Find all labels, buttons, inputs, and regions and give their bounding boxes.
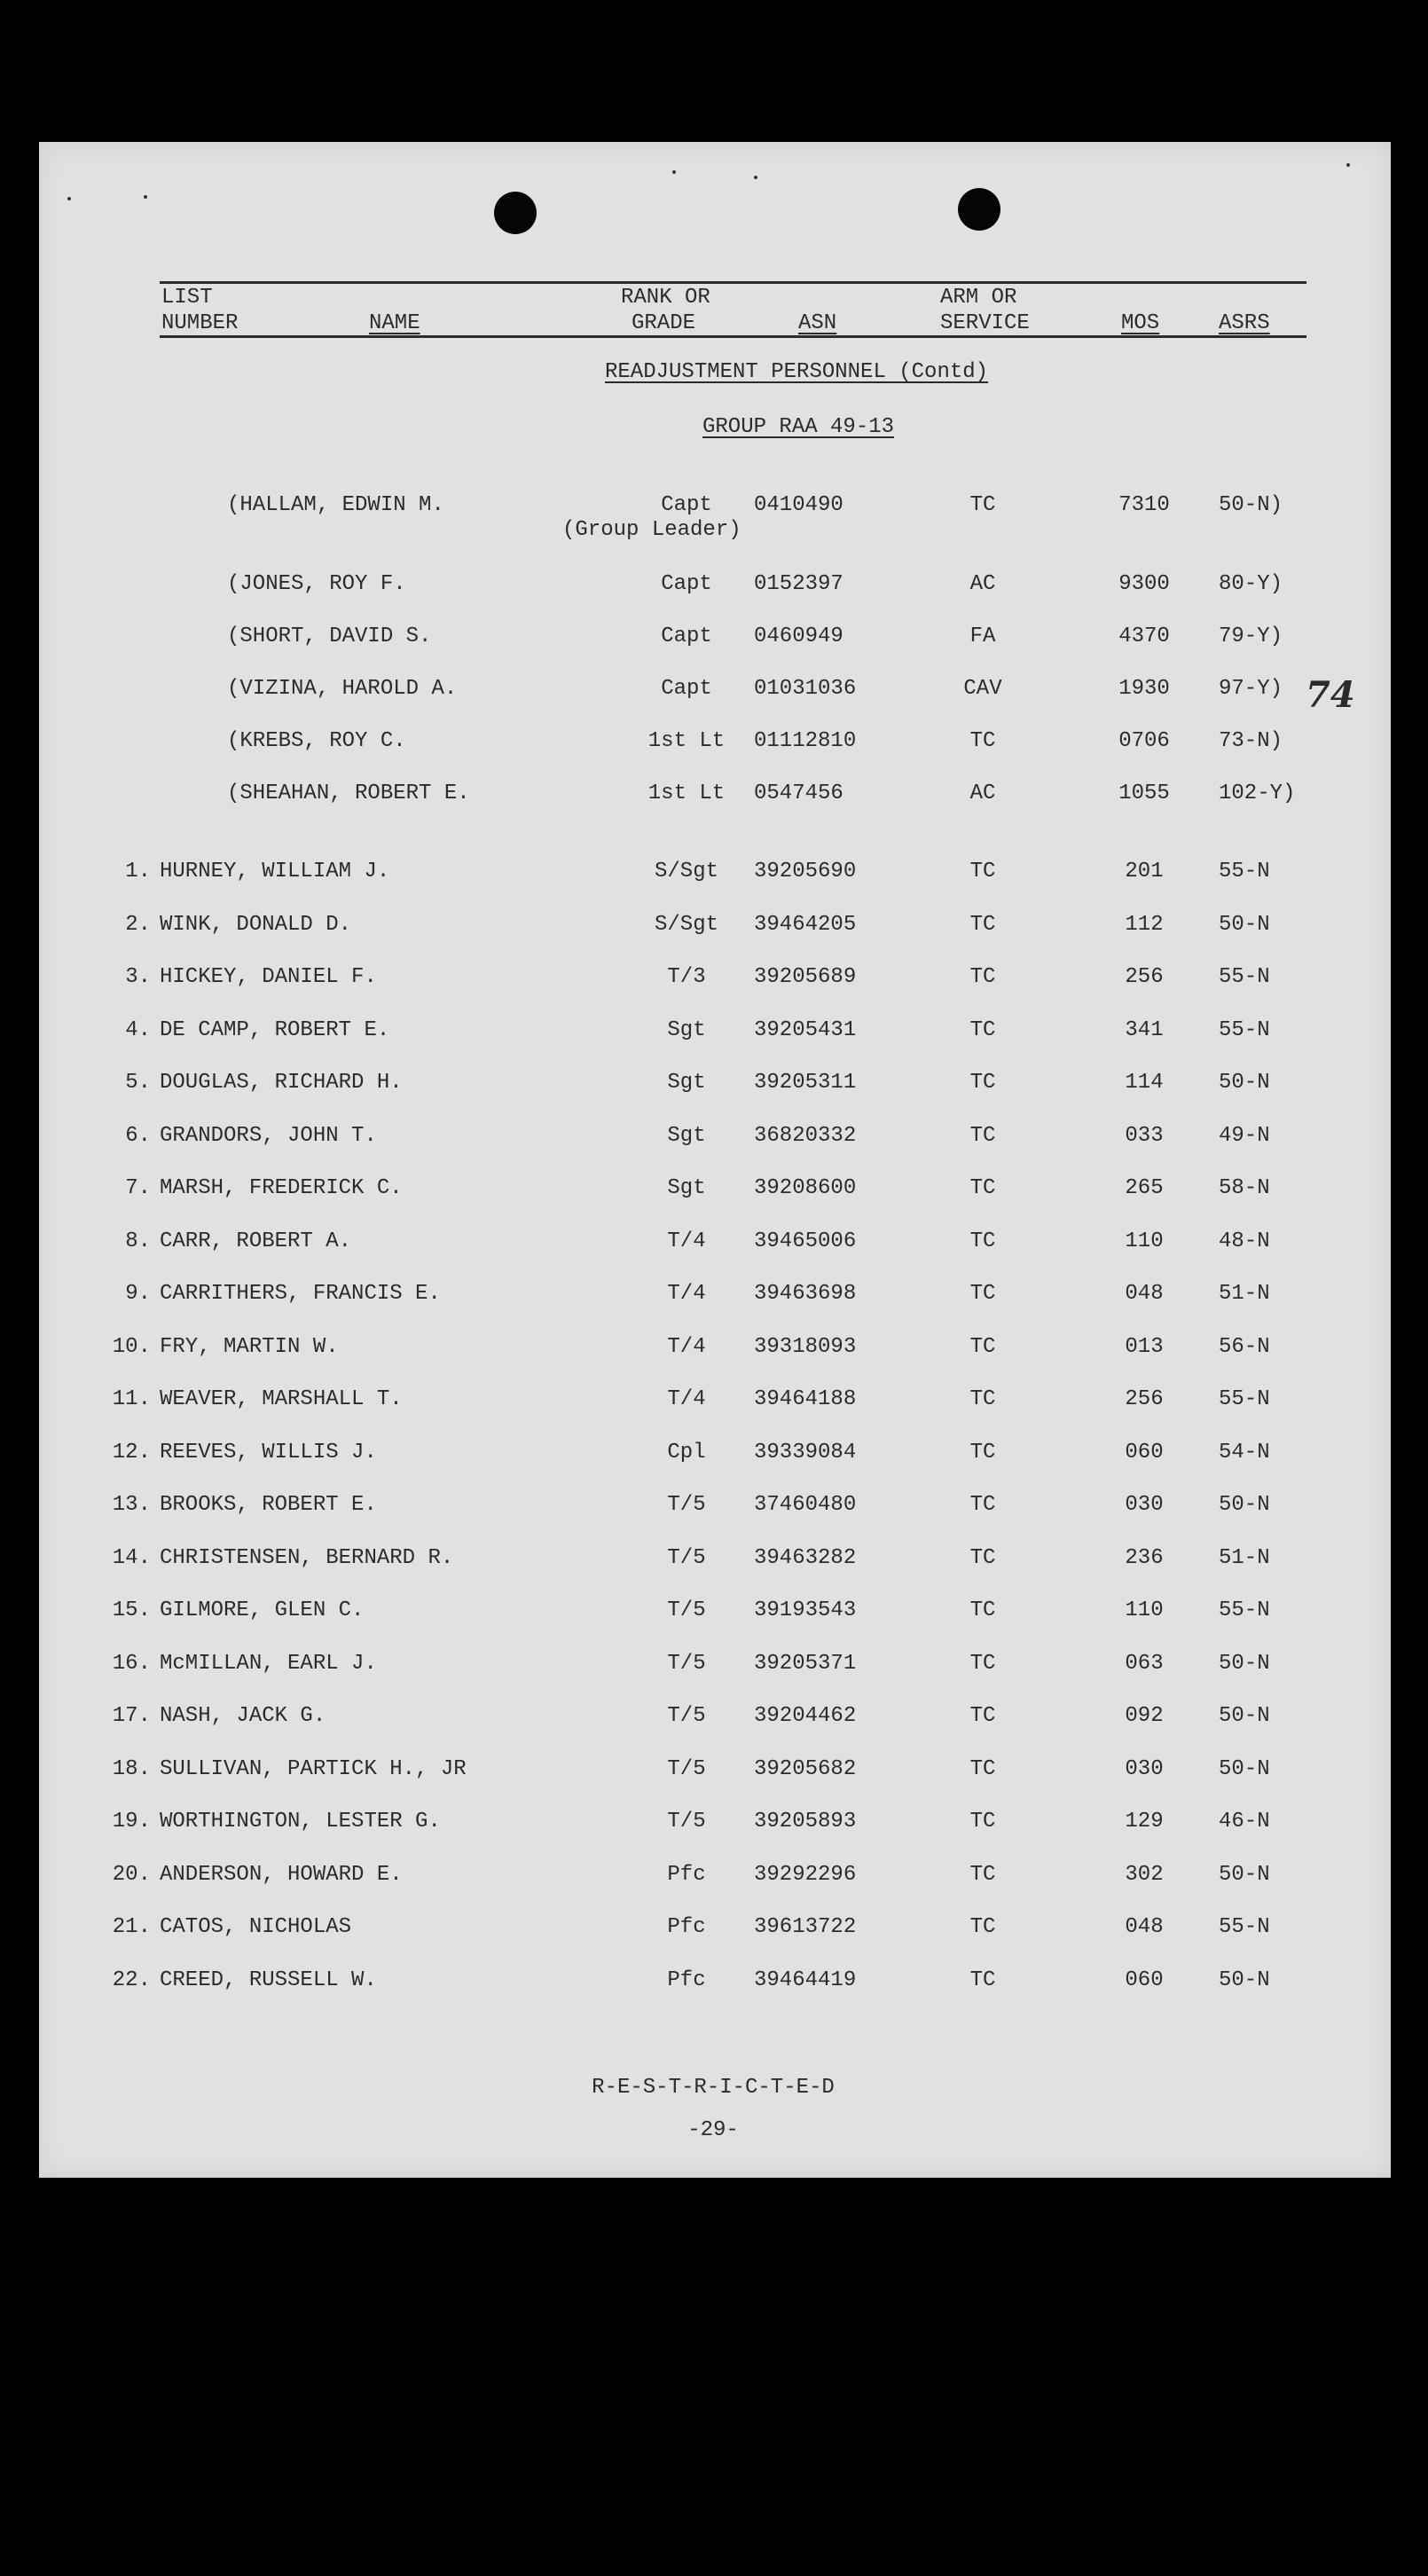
asn-number: 39208600 [754,1176,857,1200]
asrs-score: 51-N [1219,1282,1270,1306]
punch-hole-left [494,192,537,234]
asn-number: 0460949 [754,624,843,648]
table-row [39,1915,1391,1942]
list-number: 14. [112,1545,151,1570]
asn-number: 39205311 [754,1071,857,1095]
header-list-number-line2: NUMBER [161,311,239,335]
asn-number: 0410490 [754,493,843,517]
rank-grade: T/5 [667,1704,706,1728]
rank-grade: Capt [661,677,712,701]
list-number: 17. [112,1704,151,1728]
arm-service: CAV [963,677,1002,701]
mos-code: 110 [1125,1598,1164,1622]
table-row [39,1757,1391,1784]
arm-service: TC [969,729,996,753]
list-number: 21. [112,1915,151,1939]
rank-grade: T/5 [667,1545,706,1570]
mos-code: 063 [1125,1651,1164,1676]
table-row [39,677,1391,703]
arm-service: TC [969,860,996,884]
mos-code: 092 [1125,1704,1164,1728]
rank-grade: T/5 [667,1651,706,1676]
mos-code: 236 [1125,1545,1164,1570]
list-number: 5. [125,1071,151,1095]
group-subtitle: GROUP RAA 49-13 [702,415,895,439]
table-row [39,1229,1391,1256]
asn-number: 39464205 [754,912,857,937]
mos-code: 302 [1125,1862,1164,1887]
rank-grade: Capt [661,493,712,517]
asrs-score: 97-Y) [1219,677,1283,701]
list-number: 9. [125,1282,151,1306]
asn-number: 0152397 [754,572,843,596]
header-rank-line1: RANK OR [621,286,710,310]
list-number: 20. [112,1862,151,1887]
arm-service: TC [969,1704,996,1728]
mos-code: 201 [1125,860,1164,884]
asn-number: 39205690 [754,860,857,884]
asn-number: 39463698 [754,1282,857,1306]
asn-number: 39465006 [754,1229,857,1253]
list-number: 19. [112,1810,151,1834]
arm-service: TC [969,965,996,989]
rank-grade: Pfc [667,1967,706,1992]
header-asn: ASN [798,311,837,335]
asn-number: 39463282 [754,1545,857,1570]
asrs-score: 50-N [1219,912,1270,937]
arm-service: TC [969,1123,996,1148]
person-name: WEAVER, MARSHALL T. [160,1387,403,1411]
asrs-score: 48-N [1219,1229,1270,1253]
rank-grade: T/4 [667,1334,706,1359]
person-name: ANDERSON, HOWARD E. [160,1862,403,1887]
mos-code: 110 [1125,1229,1164,1253]
asrs-score: 50-N) [1219,493,1283,517]
table-row [39,1652,1391,1678]
asrs-score: 55-N [1219,1598,1270,1622]
header-arm-line2: SERVICE [940,311,1030,335]
rank-grade: S/Sgt [654,860,718,884]
asn-number: 39205371 [754,1651,857,1676]
asrs-score: 50-N [1219,1967,1270,1992]
table-row [39,1968,1391,1995]
arm-service: TC [969,1756,996,1781]
asn-number: 36820332 [754,1123,857,1148]
table-row [39,572,1391,599]
asrs-score: 58-N [1219,1176,1270,1200]
mos-code: 4370 [1118,624,1170,648]
arm-service: TC [969,1862,996,1887]
asrs-score: 50-N [1219,1756,1270,1781]
mos-code: 0706 [1118,729,1170,753]
table-row [39,1493,1391,1520]
mos-code: 256 [1125,1387,1164,1411]
table-row [39,1704,1391,1731]
person-name: (KREBS, ROY C. [227,729,406,753]
list-number: 3. [125,965,151,989]
asrs-score: 50-N [1219,1071,1270,1095]
mos-code: 1055 [1118,781,1170,805]
asrs-score: 50-N [1219,1862,1270,1887]
person-name: REEVES, WILLIS J. [160,1440,377,1465]
arm-service: TC [969,493,996,517]
header-arm-line1: ARM OR [940,286,1017,310]
rank-grade: 1st Lt [647,729,726,753]
header-name: NAME [369,311,420,335]
asn-number: 39613722 [754,1915,857,1939]
table-row [39,729,1391,756]
list-number: 2. [125,912,151,937]
rank-grade: T/4 [667,1229,706,1253]
rank-grade: T/5 [667,1810,706,1834]
table-row [39,1810,1391,1836]
header-mos: MOS [1121,311,1160,335]
table-row [39,965,1391,992]
header-rank-line2: GRADE [632,311,696,335]
restricted-marking: R-E-S-T-R-I-C-T-E-D [592,2076,835,2100]
mos-code: 030 [1125,1756,1164,1781]
list-number: 6. [125,1123,151,1148]
speck [67,197,71,200]
table-row [39,1282,1391,1308]
rank-grade: Capt [661,572,712,596]
asn-number: 39205431 [754,1017,857,1042]
table-row [39,1546,1391,1573]
rank-grade: Cpl [667,1440,706,1465]
arm-service: TC [969,1334,996,1359]
asn-number: 39205682 [754,1756,857,1781]
arm-service: TC [969,1598,996,1622]
table-row [39,1863,1391,1889]
punch-hole-right [958,188,1000,231]
mos-code: 7310 [1118,493,1170,517]
list-number: 11. [112,1387,151,1411]
arm-service: TC [969,1651,996,1676]
header-top-rule [160,281,1306,284]
asrs-score: 73-N) [1219,729,1283,753]
arm-service: TC [969,1071,996,1095]
header-list-number-line1: LIST [161,286,213,310]
asrs-score: 55-N [1219,1017,1270,1042]
group-leader-note: (Group Leader) [562,518,741,542]
mos-code: 341 [1125,1017,1164,1042]
person-name: CARRITHERS, FRANCIS E. [160,1282,441,1306]
speck [144,195,147,199]
arm-service: TC [969,1017,996,1042]
asrs-score: 55-N [1219,965,1270,989]
person-name: (JONES, ROY F. [227,572,406,596]
table-row [39,1441,1391,1467]
asrs-score: 46-N [1219,1810,1270,1834]
arm-service: TC [969,1493,996,1517]
rank-grade: T/5 [667,1756,706,1781]
table-row [39,781,1391,808]
page-number: -29- [687,2118,739,2142]
arm-service: TC [969,1440,996,1465]
person-name: CHRISTENSEN, BERNARD R. [160,1545,454,1570]
asn-number: 01031036 [754,677,857,701]
person-name: (HALLAM, EDWIN M. [227,493,444,517]
person-name: HURNEY, WILLIAM J. [160,860,390,884]
table-row [39,1176,1391,1203]
asrs-score: 54-N [1219,1440,1270,1465]
header-asrs: ASRS [1219,311,1270,335]
arm-service: TC [969,1810,996,1834]
asn-number: 39205893 [754,1810,857,1834]
rank-grade: Pfc [667,1915,706,1939]
table-row [39,1124,1391,1151]
person-name: CARR, ROBERT A. [160,1229,352,1253]
asn-number: 39318093 [754,1334,857,1359]
table-row [39,1598,1391,1625]
arm-service: TC [969,1387,996,1411]
asn-number: 01112810 [754,729,857,753]
list-number: 15. [112,1598,151,1622]
person-name: WINK, DONALD D. [160,912,352,937]
asrs-score: 49-N [1219,1123,1270,1148]
asn-number: 39193543 [754,1598,857,1622]
mos-code: 033 [1125,1123,1164,1148]
person-name: NASH, JACK G. [160,1704,326,1728]
document-page [39,142,1391,2178]
list-number: 13. [112,1493,151,1517]
mos-code: 048 [1125,1282,1164,1306]
list-number: 16. [112,1651,151,1676]
header-bottom-rule [160,335,1306,338]
asrs-score: 79-Y) [1219,624,1283,648]
asrs-score: 50-N [1219,1651,1270,1676]
asrs-score: 51-N [1219,1545,1270,1570]
mos-code: 114 [1125,1071,1164,1095]
speck [672,170,676,174]
list-number: 10. [112,1334,151,1359]
person-name: (SHORT, DAVID S. [227,624,432,648]
mos-code: 112 [1125,912,1164,937]
person-name: McMILLAN, EARL J. [160,1651,377,1676]
table-row [39,1018,1391,1045]
person-name: HICKEY, DANIEL F. [160,965,377,989]
person-name: (VIZINA, HAROLD A. [227,677,458,701]
asn-number: 37460480 [754,1493,857,1517]
asn-number: 39464419 [754,1967,857,1992]
handwritten-margin-note: 74 [1306,674,1355,716]
list-number: 22. [112,1967,151,1992]
arm-service: AC [969,781,996,805]
list-number: 8. [125,1229,151,1253]
person-name: DE CAMP, ROBERT E. [160,1017,390,1042]
rank-grade: T/5 [667,1493,706,1517]
mos-code: 060 [1125,1967,1164,1992]
mos-code: 030 [1125,1493,1164,1517]
table-row [39,1071,1391,1097]
rank-grade: T/4 [667,1282,706,1306]
asn-number: 39205689 [754,965,857,989]
table-row [39,624,1391,651]
asn-number: 39292296 [754,1862,857,1887]
list-number: 1. [125,860,151,884]
arm-service: TC [969,1545,996,1570]
person-name: DOUGLAS, RICHARD H. [160,1071,403,1095]
person-name: WORTHINGTON, LESTER G. [160,1810,441,1834]
arm-service: AC [969,572,996,596]
asn-number: 0547456 [754,781,843,805]
rank-grade: T/3 [667,965,706,989]
person-name: CATOS, NICHOLAS [160,1915,352,1939]
asrs-score: 55-N [1219,860,1270,884]
person-name: GRANDORS, JOHN T. [160,1123,377,1148]
rank-grade: T/5 [667,1598,706,1622]
table-row [39,1387,1391,1414]
person-name: SULLIVAN, PARTICK H., JR [160,1756,467,1781]
mos-code: 129 [1125,1810,1164,1834]
asrs-score: 55-N [1219,1915,1270,1939]
speck [1346,163,1350,167]
asn-number: 39339084 [754,1440,857,1465]
person-name: CREED, RUSSELL W. [160,1967,377,1992]
mos-code: 1930 [1118,677,1170,701]
rank-grade: S/Sgt [654,912,718,937]
table-row [39,493,1391,520]
asrs-score: 50-N [1219,1704,1270,1728]
person-name: MARSH, FREDERICK C. [160,1176,403,1200]
person-name: GILMORE, GLEN C. [160,1598,365,1622]
arm-service: TC [969,1229,996,1253]
arm-service: TC [969,1282,996,1306]
asrs-score: 56-N [1219,1334,1270,1359]
mos-code: 9300 [1118,572,1170,596]
arm-service: TC [969,1967,996,1992]
rank-grade: T/4 [667,1387,706,1411]
arm-service: FA [969,624,996,648]
table-row [39,913,1391,939]
rank-grade: Capt [661,624,712,648]
asrs-score: 55-N [1219,1387,1270,1411]
list-number: 4. [125,1017,151,1042]
person-name: FRY, MARTIN W. [160,1334,339,1359]
section-title: READJUSTMENT PERSONNEL (Contd) [605,360,989,384]
arm-service: TC [969,1176,996,1200]
asn-number: 39464188 [754,1387,857,1411]
list-number: 18. [112,1756,151,1781]
list-number: 7. [125,1176,151,1200]
rank-grade: Pfc [667,1862,706,1887]
asrs-score: 50-N [1219,1493,1270,1517]
table-row [39,1335,1391,1362]
mos-code: 048 [1125,1915,1164,1939]
speck [754,176,757,179]
mos-code: 013 [1125,1334,1164,1359]
rank-grade: Sgt [667,1176,706,1200]
rank-grade: Sgt [667,1071,706,1095]
asn-number: 39204462 [754,1704,857,1728]
list-number: 12. [112,1440,151,1465]
arm-service: TC [969,1915,996,1939]
rank-grade: 1st Lt [647,781,726,805]
person-name: (SHEAHAN, ROBERT E. [227,781,470,805]
mos-code: 265 [1125,1176,1164,1200]
rank-grade: Sgt [667,1123,706,1148]
mos-code: 256 [1125,965,1164,989]
rank-grade: Sgt [667,1017,706,1042]
asrs-score: 102-Y) [1219,781,1296,805]
arm-service: TC [969,912,996,937]
asrs-score: 80-Y) [1219,572,1283,596]
table-row [39,860,1391,886]
mos-code: 060 [1125,1440,1164,1465]
person-name: BROOKS, ROBERT E. [160,1493,377,1517]
